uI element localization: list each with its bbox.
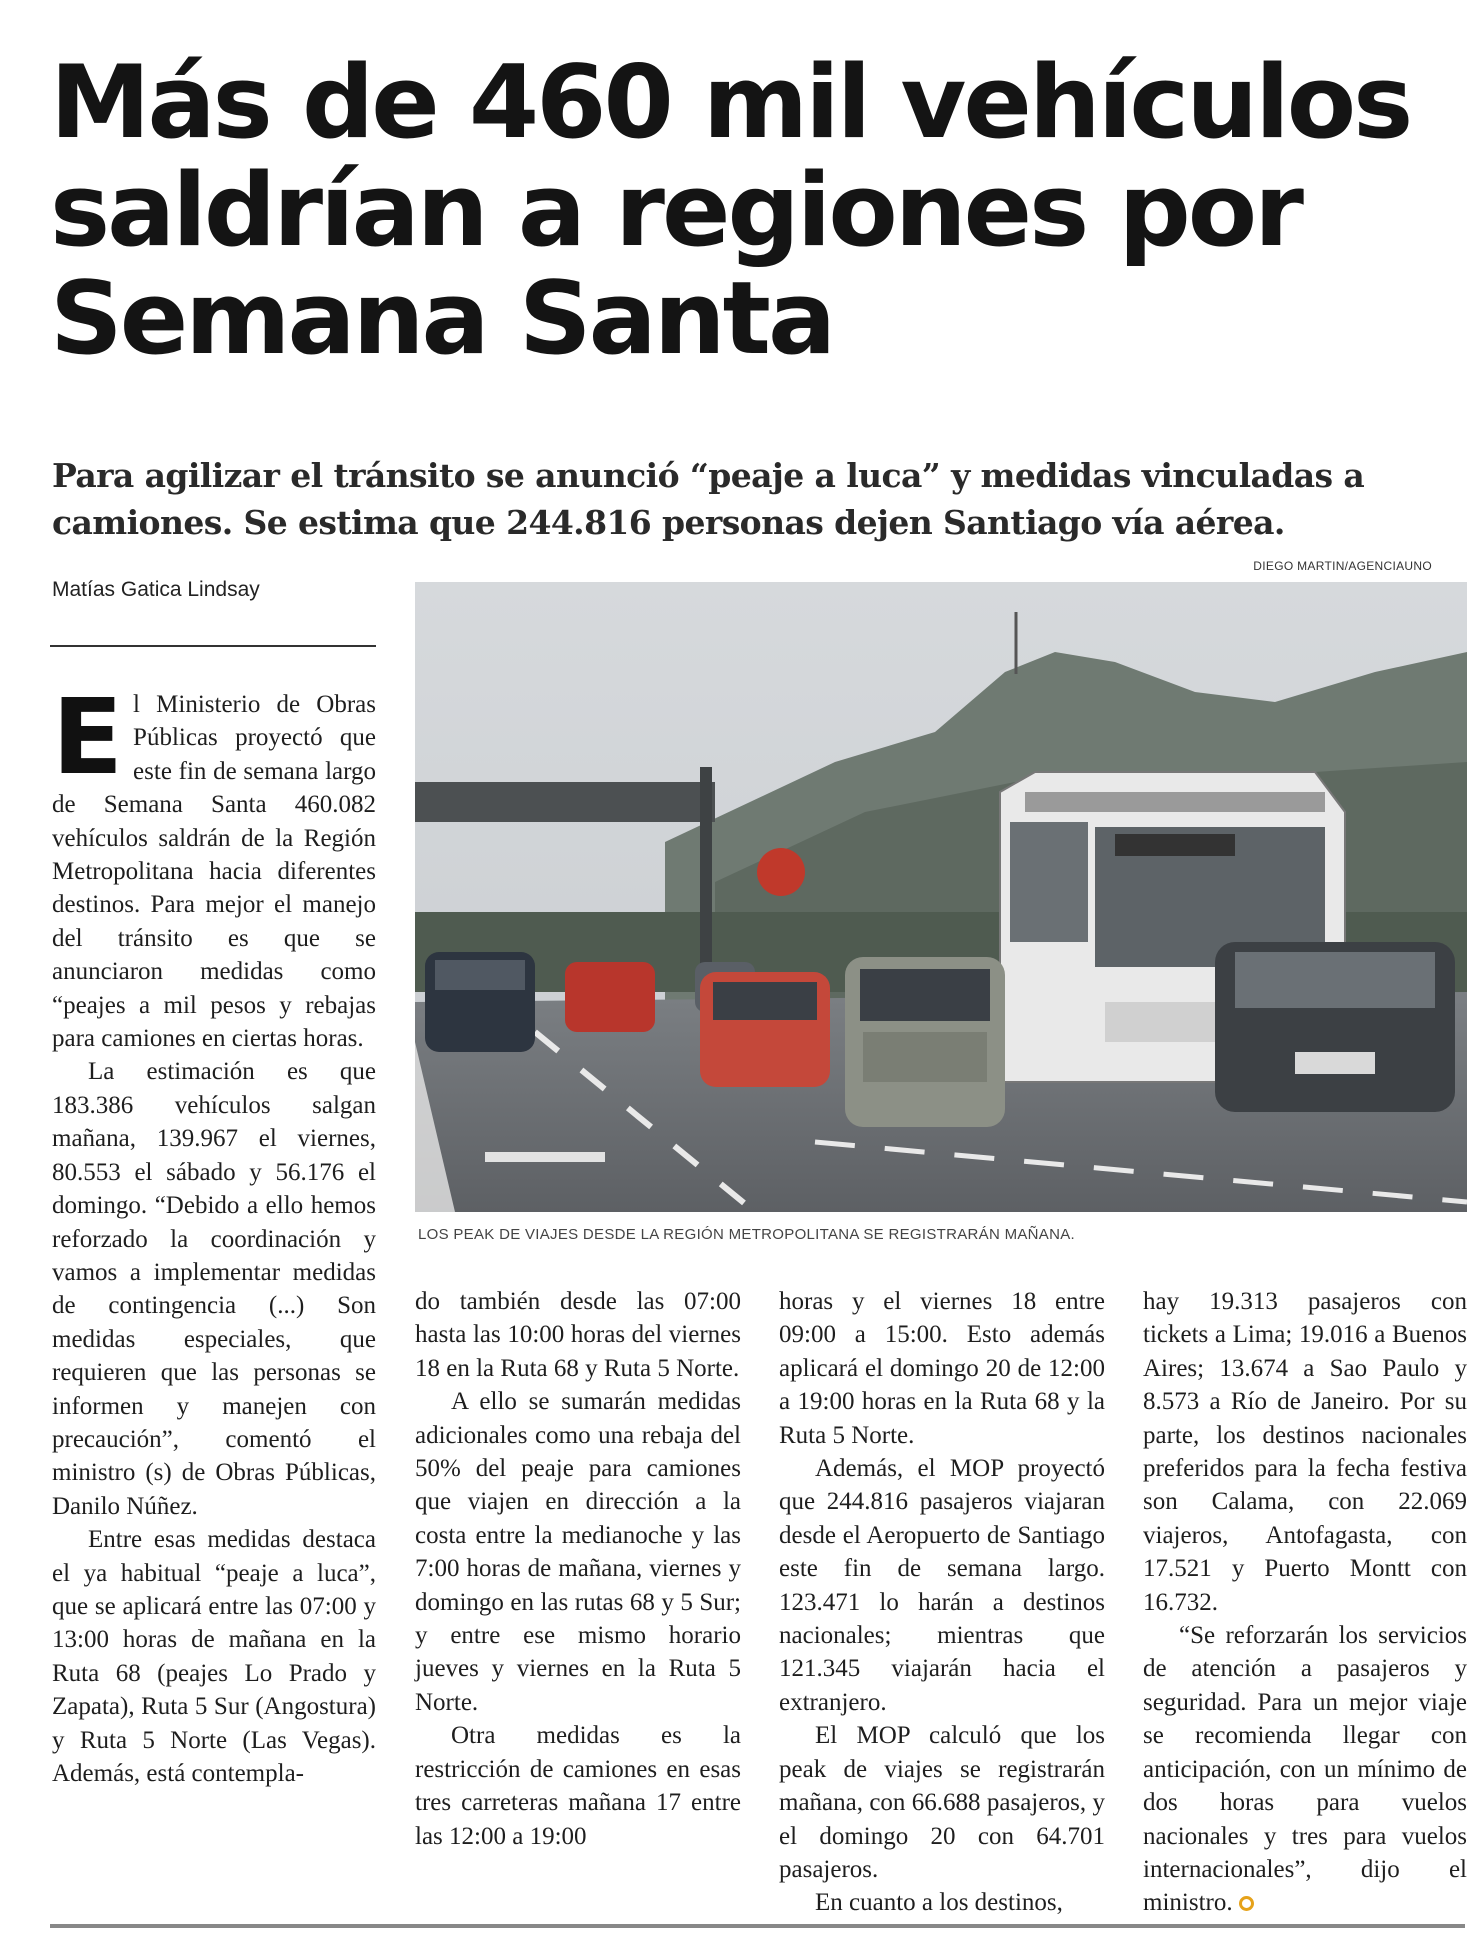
article-column-4 (1143, 1285, 1467, 1920)
bottom-divider (50, 1924, 1465, 1928)
drop-cap: E (52, 676, 124, 798)
paragraph: La estimación es que 183.386 vehículos salgan mañana, 139.967 el viernes, 80.553 el sábado y 56.176 el domingo. “Debido a ello hemos reforzado la coordinación y vamos a implementar medidas de contingencia (...) Son medidas especiales, que requieren que las personas se informen y manejen con precaución”, comentó el ministro (s) de Obras Públicas, Danilo Núñez. (52, 1058, 376, 1520)
paragraph: do también desde las 07:00 hasta las 10:00 horas del viernes 18 en la Ruta 68 y Ruta 5 Norte. (415, 1288, 741, 1382)
author-byline: Matías Gatica Lindsay (52, 578, 260, 601)
photo-caption: LOS PEAK DE VIAJES DESDE LA REGIÓN METROPOLITANA SE REGISTRARÁN MAÑANA. (418, 1226, 1076, 1243)
paragraph: l Ministerio de Obras Públicas proyectó que este fin de semana largo de Semana Santa 460.082 vehículos saldrán de la Región Metropolitana hacia diferentes destinos. Para mejor el manejo del tránsito es que se anunciaron medidas como “peajes a mil pesos y rebajas para camiones en ciertas horas. (52, 691, 376, 1053)
paragraph: A ello se sumarán medidas adicionales como una rebaja del 50% del peaje para camiones que viajen en dirección a la costa entre la medianoche y las 7:00 horas de mañana, viernes y domingo en las rutas 68 y 5 Sur; y entre ese mismo horario jueves y viernes en la Ruta 5 Norte. (415, 1388, 741, 1716)
paragraph: En cuanto a los destinos, (815, 1889, 1063, 1917)
byline-divider (50, 645, 376, 647)
paragraph: horas y el viernes 18 entre 09:00 a 15:00. Esto además aplicará el domingo 20 de 12:00 a 19:00 horas en la Ruta 68 y la Ruta 5 Norte. (779, 1288, 1105, 1449)
subheadline: Para agilizar el tránsito se anunció “peaje a luca” y medidas vinculadas a camiones. Se estima que 244.816 personas dejen Santiago vía aérea. (52, 456, 1365, 542)
end-mark-icon (1239, 1896, 1254, 1911)
paragraph-last (1143, 1619, 1467, 1920)
headline: Más de 460 mil vehículos saldrían a regiones por Semana Santa (50, 43, 1411, 377)
article-column-2 (415, 1285, 741, 1853)
paragraph: Además, el MOP proyectó que 244.816 pasajeros viajaran desde el Aeropuerto de Santiago este fin de semana largo. 123.471 lo harán a destinos nacionales; mientras que 121.345 viajarán hacia el extranjero. (779, 1455, 1105, 1716)
paragraph: El MOP calculó que los peak de viajes se registrarán mañana, con 66.688 pasajeros, y el domingo 20 con 64.701 pasajeros. (779, 1722, 1105, 1883)
highway-traffic-photo (415, 582, 1467, 1212)
article-column-1 (52, 676, 376, 1790)
photo-credit: DIEGO MARTIN/AGENCIAUNO (1253, 559, 1432, 573)
article-column-3 (779, 1285, 1105, 1920)
paragraph: Entre esas medidas destaca el ya habitual “peaje a luca”, que se aplicará entre las 07:00 y 13:00 horas de mañana en la Ruta 68 (peajes Lo Prado y Zapata), Ruta 5 Sur (Angostura) y Ruta 5 Norte (Las Vegas). Además, está contempla- (52, 1526, 376, 1787)
paragraph: Otra medidas es la restricción de camiones en esas tres carreteras mañana 17 entre las 12:00 a 19:00 (415, 1722, 741, 1850)
closing-paragraph-text: “Se reforzarán los servicios de atención a pasajeros y seguridad. Para un mejor viaje se recomienda llegar con anticipación, con un mínimo de dos horas para vuelos nacionales y tres para vuelos internacionales”, dijo el ministro. (1143, 1622, 1467, 1917)
paragraph: hay 19.313 pasajeros con tickets a Lima; 19.016 a Buenos Aires; 13.674 a Sao Paulo y 8.573 a Río de Janeiro. Por su parte, los destinos nacionales preferidos para la fecha festiva son Calama, con 22.069 viajeros, Antofagasta, con 17.521 y Puerto Montt con 16.732. (1143, 1288, 1467, 1616)
